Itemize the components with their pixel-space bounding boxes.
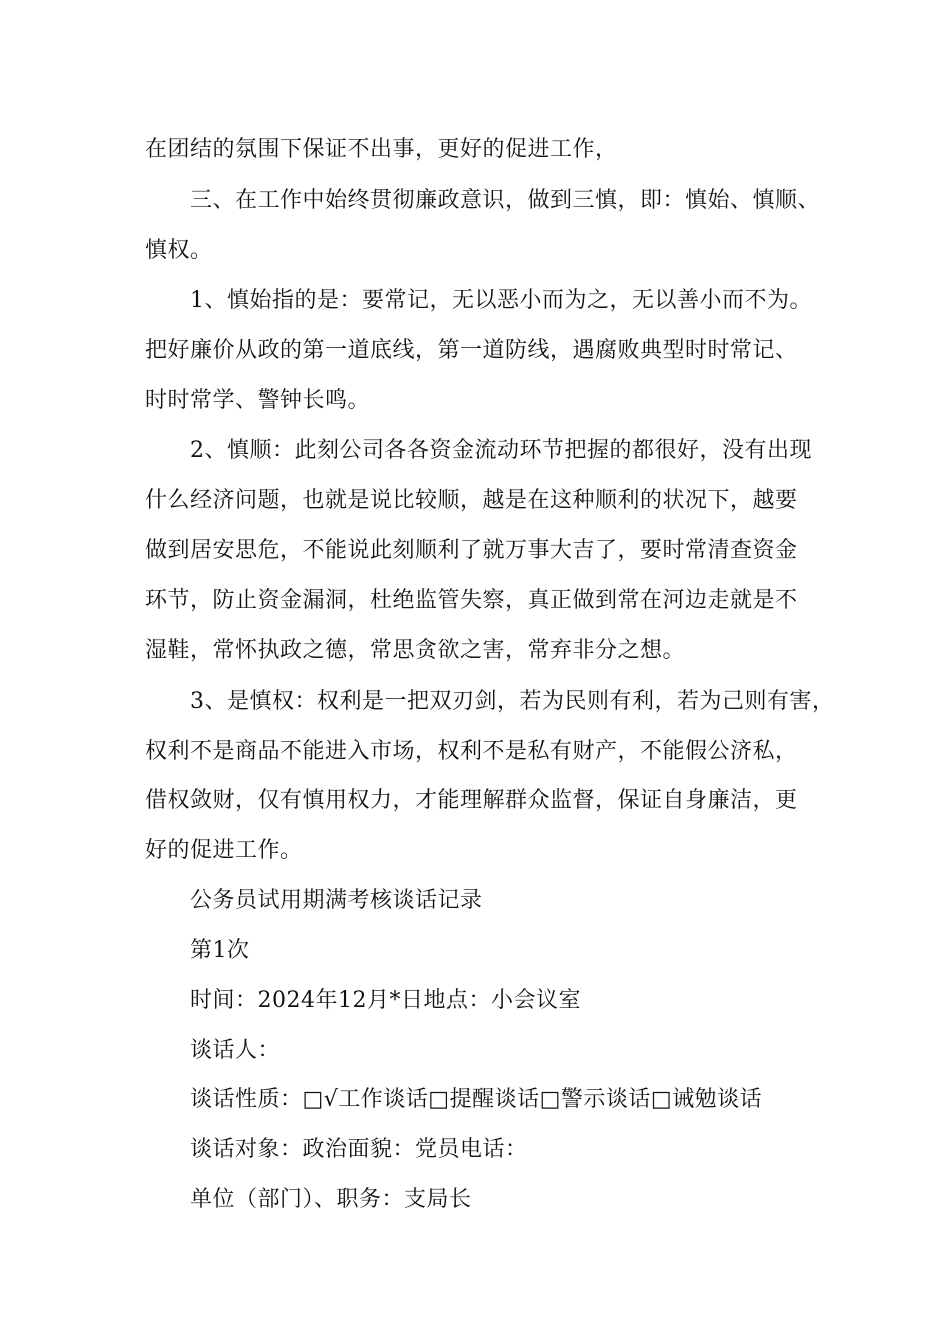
paragraph-line: 慎权。 <box>145 238 213 263</box>
paragraph-line: 三、在工作中始终贯彻廉政意识，做到三慎，即：慎始、慎顺、 <box>190 188 821 213</box>
paragraph-line: 借权敛财，仅有慎用权力，才能理解群众监督，保证自身廉洁，更 <box>145 788 798 813</box>
record-interviewer: 谈话人： <box>190 1038 281 1063</box>
record-talk-type: 谈话性质：□√工作谈话□提醒谈话□警示谈话□诫勉谈话 <box>190 1087 763 1112</box>
record-unit-position: 单位（部门）、职务：支局长 <box>190 1187 472 1212</box>
paragraph-line: 环节，防止资金漏洞，杜绝监管失察，真正做到常在河边走就是不 <box>145 588 798 613</box>
record-title: 公务员试用期满考核谈话记录 <box>190 888 483 913</box>
paragraph-line: 1、慎始指的是：要常记，无以恶小而为之，无以善小而不为。 <box>190 288 812 313</box>
paragraph-line: 在团结的氛围下保证不出事，更好的促进工作， <box>145 137 618 162</box>
record-subject: 谈话对象：政治面貌：党员电话： <box>190 1137 528 1162</box>
paragraph-line: 做到居安思危，不能说此刻顺利了就万事大吉了，要时常清查资金 <box>145 538 798 563</box>
paragraph-line: 时时常学、警钟长鸣。 <box>145 388 371 413</box>
record-time-location: 时间：2024年12月*日地点：小会议室 <box>190 988 581 1013</box>
paragraph-line: 权利不是商品不能进入市场，权利不是私有财产，不能假公济私， <box>145 739 798 764</box>
record-session: 第1次 <box>190 938 250 963</box>
paragraph-line: 把好廉价从政的第一道底线，第一道防线，遇腐败典型时时常记、 <box>145 338 798 363</box>
paragraph-line: 湿鞋，常怀执政之德，常思贪欲之害，常弃非分之想。 <box>145 638 686 663</box>
paragraph-line: 什么经济问题，也就是说比较顺，越是在这种顺利的状况下，越要 <box>145 488 798 513</box>
paragraph-line: 3、是慎权：权利是一把双刃剑，若为民则有利，若为己则有害， <box>190 689 835 714</box>
paragraph-line: 2、慎顺：此刻公司各各资金流动环节把握的都很好，没有出现 <box>190 438 812 463</box>
paragraph-line: 好的促进工作。 <box>145 838 303 863</box>
